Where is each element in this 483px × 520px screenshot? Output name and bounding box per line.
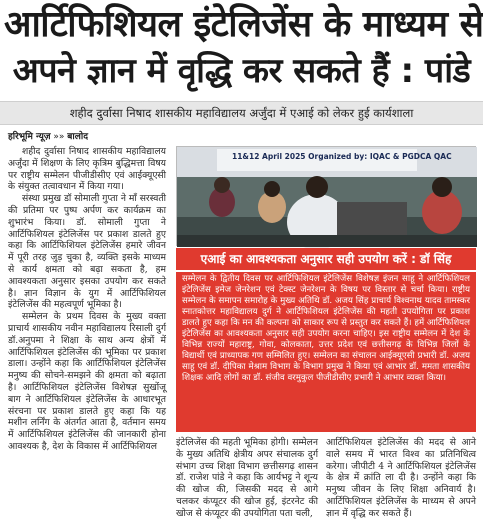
caption-body: सम्मेलन के द्वितीय दिवस पर आर्टिफिशियल इंटेलिजेंस विशेषज्ञ इंजन साहू ने आर्टिफिशियल इंटेलिजेंस इमेज जेनरेशन एवं टेक्स्ट जेनरेशन के विषय पर विस्तार से चर्चा किया। राष्ट्रीय सम्मेलन के समापन समारोह के मुख्य अतिथि डॉ. अजय सिंह प्राचार्य विश्वनाथ यादव तामस्कर स्नातकोत्तर महाविद्यालय दुर्ग ने आर्टिफिशियल इंटेलिजेंस की महती उपयोगिता पर प्रकाश डालते हुए कहा कि मन की कल्पना को साकार रूप से प्रस्तुत कर सकते हैं। हमें आर्टिफिशियल इंटेलिजेंस का आवश्यकता अनुसार सही उपयोग करना चाहिए। इस राष्ट्रीय सम्मेलन में देश के विभिन्न राज्यों महाराष्ट्र, गोवा, कोलकाता, उत्तर प्रदेश एवं छत्तीसगढ़ के विभिन्न जिलों के विद्यार्थी एवं प्राध्यापक गण सम्मिलित हुए। सम्मेलन का संचालन आईक्यूएसी प्रभारी डॉ. अजय साहू एवं डॉ. दीपिका मेश्राम विभाग के विभाग प्रमुख ने किया एवं आभार डॉ. ममता शासकीय शिक्षक आदि लोगों का डॉ. संजीव वरमुकुल पीजीडीसीए प्रभारी ने आभार व्यक्त किया। bbox=[176, 272, 476, 432]
headline-line-1: आर्टिफिशियल इंटेलिजेंस के माध्यम से bbox=[4, 4, 483, 45]
headline-line-2: अपने ज्ञान में वृद्धि कर सकते हैं : पांडे bbox=[12, 51, 471, 91]
article-paragraph: शहीद दुर्वासा निषाद शासकीय महाविद्यालय अर्जुंदा में शिक्षण के लिए कृत्रिम बुद्धिमत्ता विषय पर राष्ट्रीय सम्मेलन पीजीडीसीए एवं आईक्यूएसी के संयुक्त तत्वावधान में किया गया। bbox=[8, 146, 166, 193]
subheadline: शहीद दुर्वासा निषाद शासकीय महाविद्यालय अर्जुंदा में एआई को लेकर हुई कार्यशाला bbox=[0, 101, 483, 125]
byline-separator: »» bbox=[53, 132, 65, 142]
article-bottom-middle-column: इंटेलिजेंस की महती भूमिका होगी। सम्मेलन के मुख्य अतिथि क्षेत्रीय अपर संचालक दुर्ग संभाग उच्च शिक्षा विभाग छत्तीसगढ़ शासन डॉ. राजेश पांडे ने कहा कि आर्यभट्ट ने शून्य की खोज की, जिसकी मदद से आगे चलकर कंप्यूटर की खोज हुई, इंटरनेट की खोज से कंप्यूटर की उपयोगिता पता चली, bbox=[176, 437, 318, 519]
byline bbox=[8, 131, 88, 144]
event-photo bbox=[176, 146, 476, 246]
article-bottom-right-column: आर्टिफिशियल इंटेलिजेंस की मदद से आने वाले समय में भारत विश्व का प्रतिनिधित्व करेगा। जीपीटी 4 ने आर्टिफिशियल इंटेलिजेंस के क्षेत्र में क्रांति ला दी है। उन्होंने कहा कि मनुष्य जीवन के लिए शिक्षा अनिवार्य है। आर्टिफिशियल इंटेलिजेंस के माध्यम से अपने ज्ञान में वृद्धि कर सकते हैं। bbox=[326, 437, 476, 519]
article-paragraph: संस्था प्रमुख डॉ सोमाली गुप्ता ने माँ सरस्वती की प्रतिमा पर पुष्प अर्पण कर कार्यक्रम का शुभारंभ किया। डॉ. सोमाली गुप्ता ने आर्टिफिशियल इंटेलिजेंस पर प्रकाश डालते हुए कहा कि आर्टिफिशियल इंटेलिजेंस हमारे जीवन में पूरी तरह जुड़ चुका है, व्यक्ति इसके माध्यम से कार्य क्षमता को बढ़ा सकता है, हम आवश्यकता अनुसार इसका उपयोग कर सकते है। ज्ञान विज्ञान के युग में आर्टिफिशियल इंटेलिजेंस की महत्वपूर्ण भूमिका है। bbox=[8, 193, 166, 311]
byline-place: बालोद bbox=[67, 132, 88, 142]
caption-headline: एआई का आवश्यकता अनुसार सही उपयोग करें : डॉ सिंह bbox=[176, 248, 476, 270]
byline-source: हरिभूमि न्यूज़ bbox=[8, 132, 51, 142]
event-photo-illustration bbox=[177, 147, 477, 247]
photo-banner-text: 11&12 April 2025 Organized by: IQAC & PGDCA QAC bbox=[232, 152, 452, 161]
article-left-column bbox=[8, 146, 166, 477]
article-paragraph: सम्मेलन के प्रथम दिवस के मुख्य वक्ता प्राचार्य शासकीय नवीन महाविद्यालय रिसाली दुर्ग डॉ.अनुपमा ने शिक्षा के साथ अन्य क्षेत्रों में आर्टिफिशियल इंटेलिजेंस की भूमिका पर प्रकाश डाला। उन्होंने कहा कि आर्टिफिशियल इंटेलिजेंस मनुष्य की सोचने-समझने की क्षमता को बढ़ाता है। आर्टिफिशियल इंटेलिजेंस विशेषज्ञ सुखोंजू बाग ने आर्टिफिशियल इंटेलिजेंस के आधारभूत संरचना पर प्रकाश डालते हुए कहा कि यह मशीन लर्निंग के अंतर्गत आता है, वर्तमान समय में आर्टिफिशियल इंटेलिजेंस की जानकारी होना आवश्यक है, देश के विकास में आर्टिफिशियल bbox=[8, 311, 166, 452]
